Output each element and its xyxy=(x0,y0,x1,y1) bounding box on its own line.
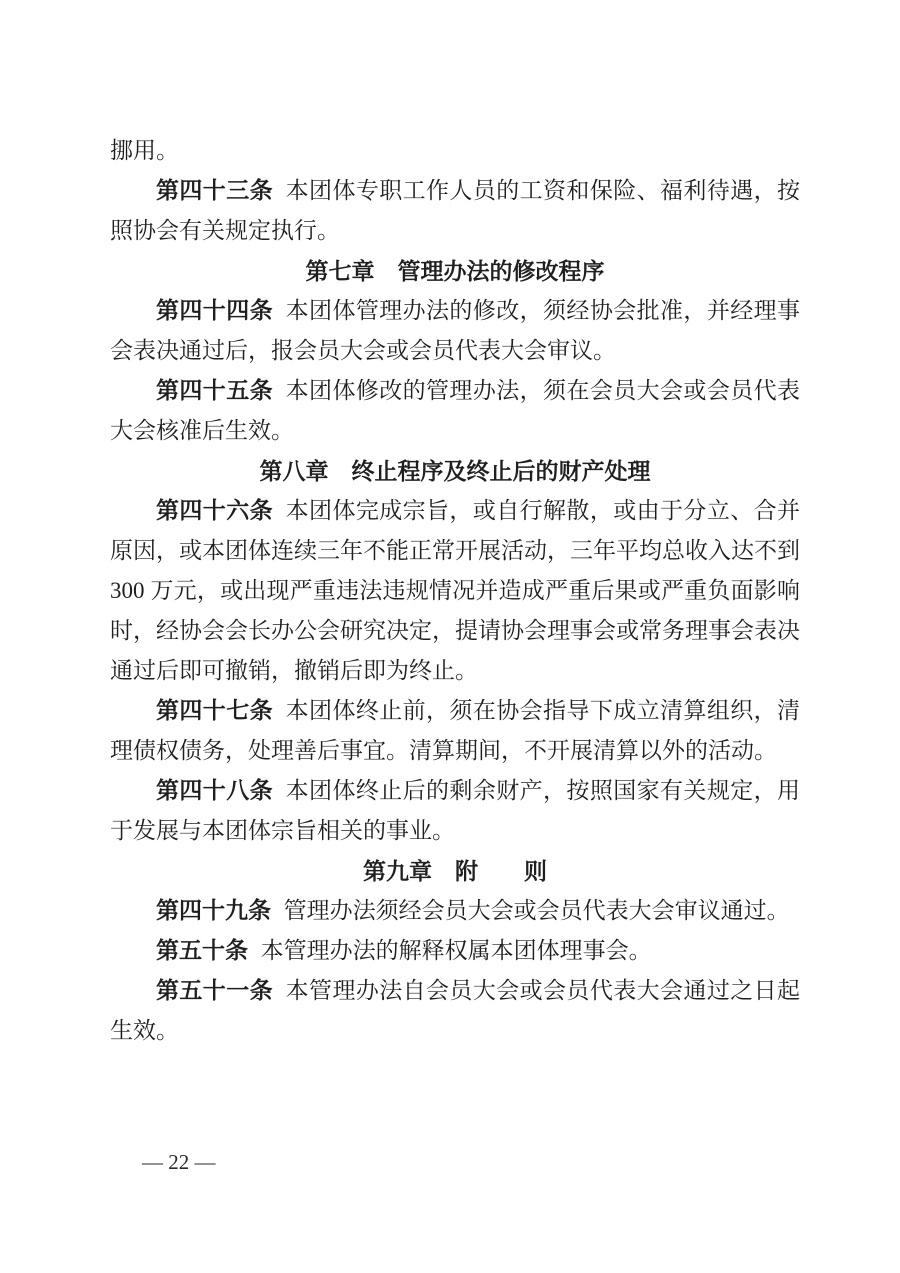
article-49-label: 第四十九条 xyxy=(156,898,271,923)
article-49-text: 管理办法须经会员大会或会员代表大会审议通过。 xyxy=(283,898,790,923)
article-43-label: 第四十三条 xyxy=(156,178,273,203)
article-45-label: 第四十五条 xyxy=(156,378,273,403)
article-48-paragraph xyxy=(110,771,800,851)
article-45-text: 本团体修改的管理办法，须在会员大会或会员代表大会核准后生效。 xyxy=(110,378,801,443)
chapter-8-heading: 第八章 终止程序及终止后的财产处理 xyxy=(259,458,651,484)
article-44-label: 第四十四条 xyxy=(156,298,273,323)
article-47-paragraph xyxy=(110,691,800,771)
article-50-label: 第五十条 xyxy=(156,938,248,963)
article-51-label: 第五十一条 xyxy=(156,978,273,1003)
article-50-text: 本管理办法的解释权属本团体理事会。 xyxy=(260,938,652,963)
article-48-text: 本团体终止后的剩余财产，按照国家有关规定，用于发展与本团体宗旨相关的事业。 xyxy=(110,778,801,843)
carryover-text: 挪用。 xyxy=(110,138,179,163)
article-44-paragraph xyxy=(110,291,800,371)
article-43-text: 本团体专职工作人员的工资和保险、福利待遇，按照协会有关规定执行。 xyxy=(110,178,801,243)
chapter-9-heading: 第九章 附 则 xyxy=(363,858,547,884)
article-51-paragraph xyxy=(110,971,800,1051)
article-46-paragraph xyxy=(110,491,800,691)
article-46-label: 第四十六条 xyxy=(156,498,273,523)
article-47-text: 本团体终止前，须在协会指导下成立清算组织，清理债权债务，处理善后事宜。清算期间，不开展清算以外的活动。 xyxy=(110,698,801,763)
article-43-paragraph xyxy=(110,171,800,251)
document-body xyxy=(110,131,800,1051)
article-44-text: 本团体管理办法的修改，须经协会批准，并经理事会表决通过后，报会员大会或会员代表大会审议。 xyxy=(110,298,801,363)
article-45-paragraph xyxy=(110,371,800,451)
article-50-paragraph xyxy=(110,931,800,971)
article-46-text: 本团体完成宗旨，或自行解散，或由于分立、合并原因，或本团体连续三年不能正常开展活动，三年平均总收入达不到300 万元，或出现严重违法违规情况并造成严重后果或严重负面影响时，经协会会长办公会研究决定，提请协会理事会或常务理事会表决通过后即可撤销，撤销后即为终止。 xyxy=(110,498,801,683)
chapter-7-heading: 第七章 管理办法的修改程序 xyxy=(305,258,605,284)
article-49-paragraph xyxy=(110,891,800,931)
carryover-paragraph xyxy=(110,131,800,171)
page-number: — 22 — xyxy=(142,1150,216,1174)
article-51-text: 本管理办法自会员大会或会员代表大会通过之日起生效。 xyxy=(110,978,801,1043)
article-47-label: 第四十七条 xyxy=(156,698,273,723)
article-48-label: 第四十八条 xyxy=(156,778,273,803)
